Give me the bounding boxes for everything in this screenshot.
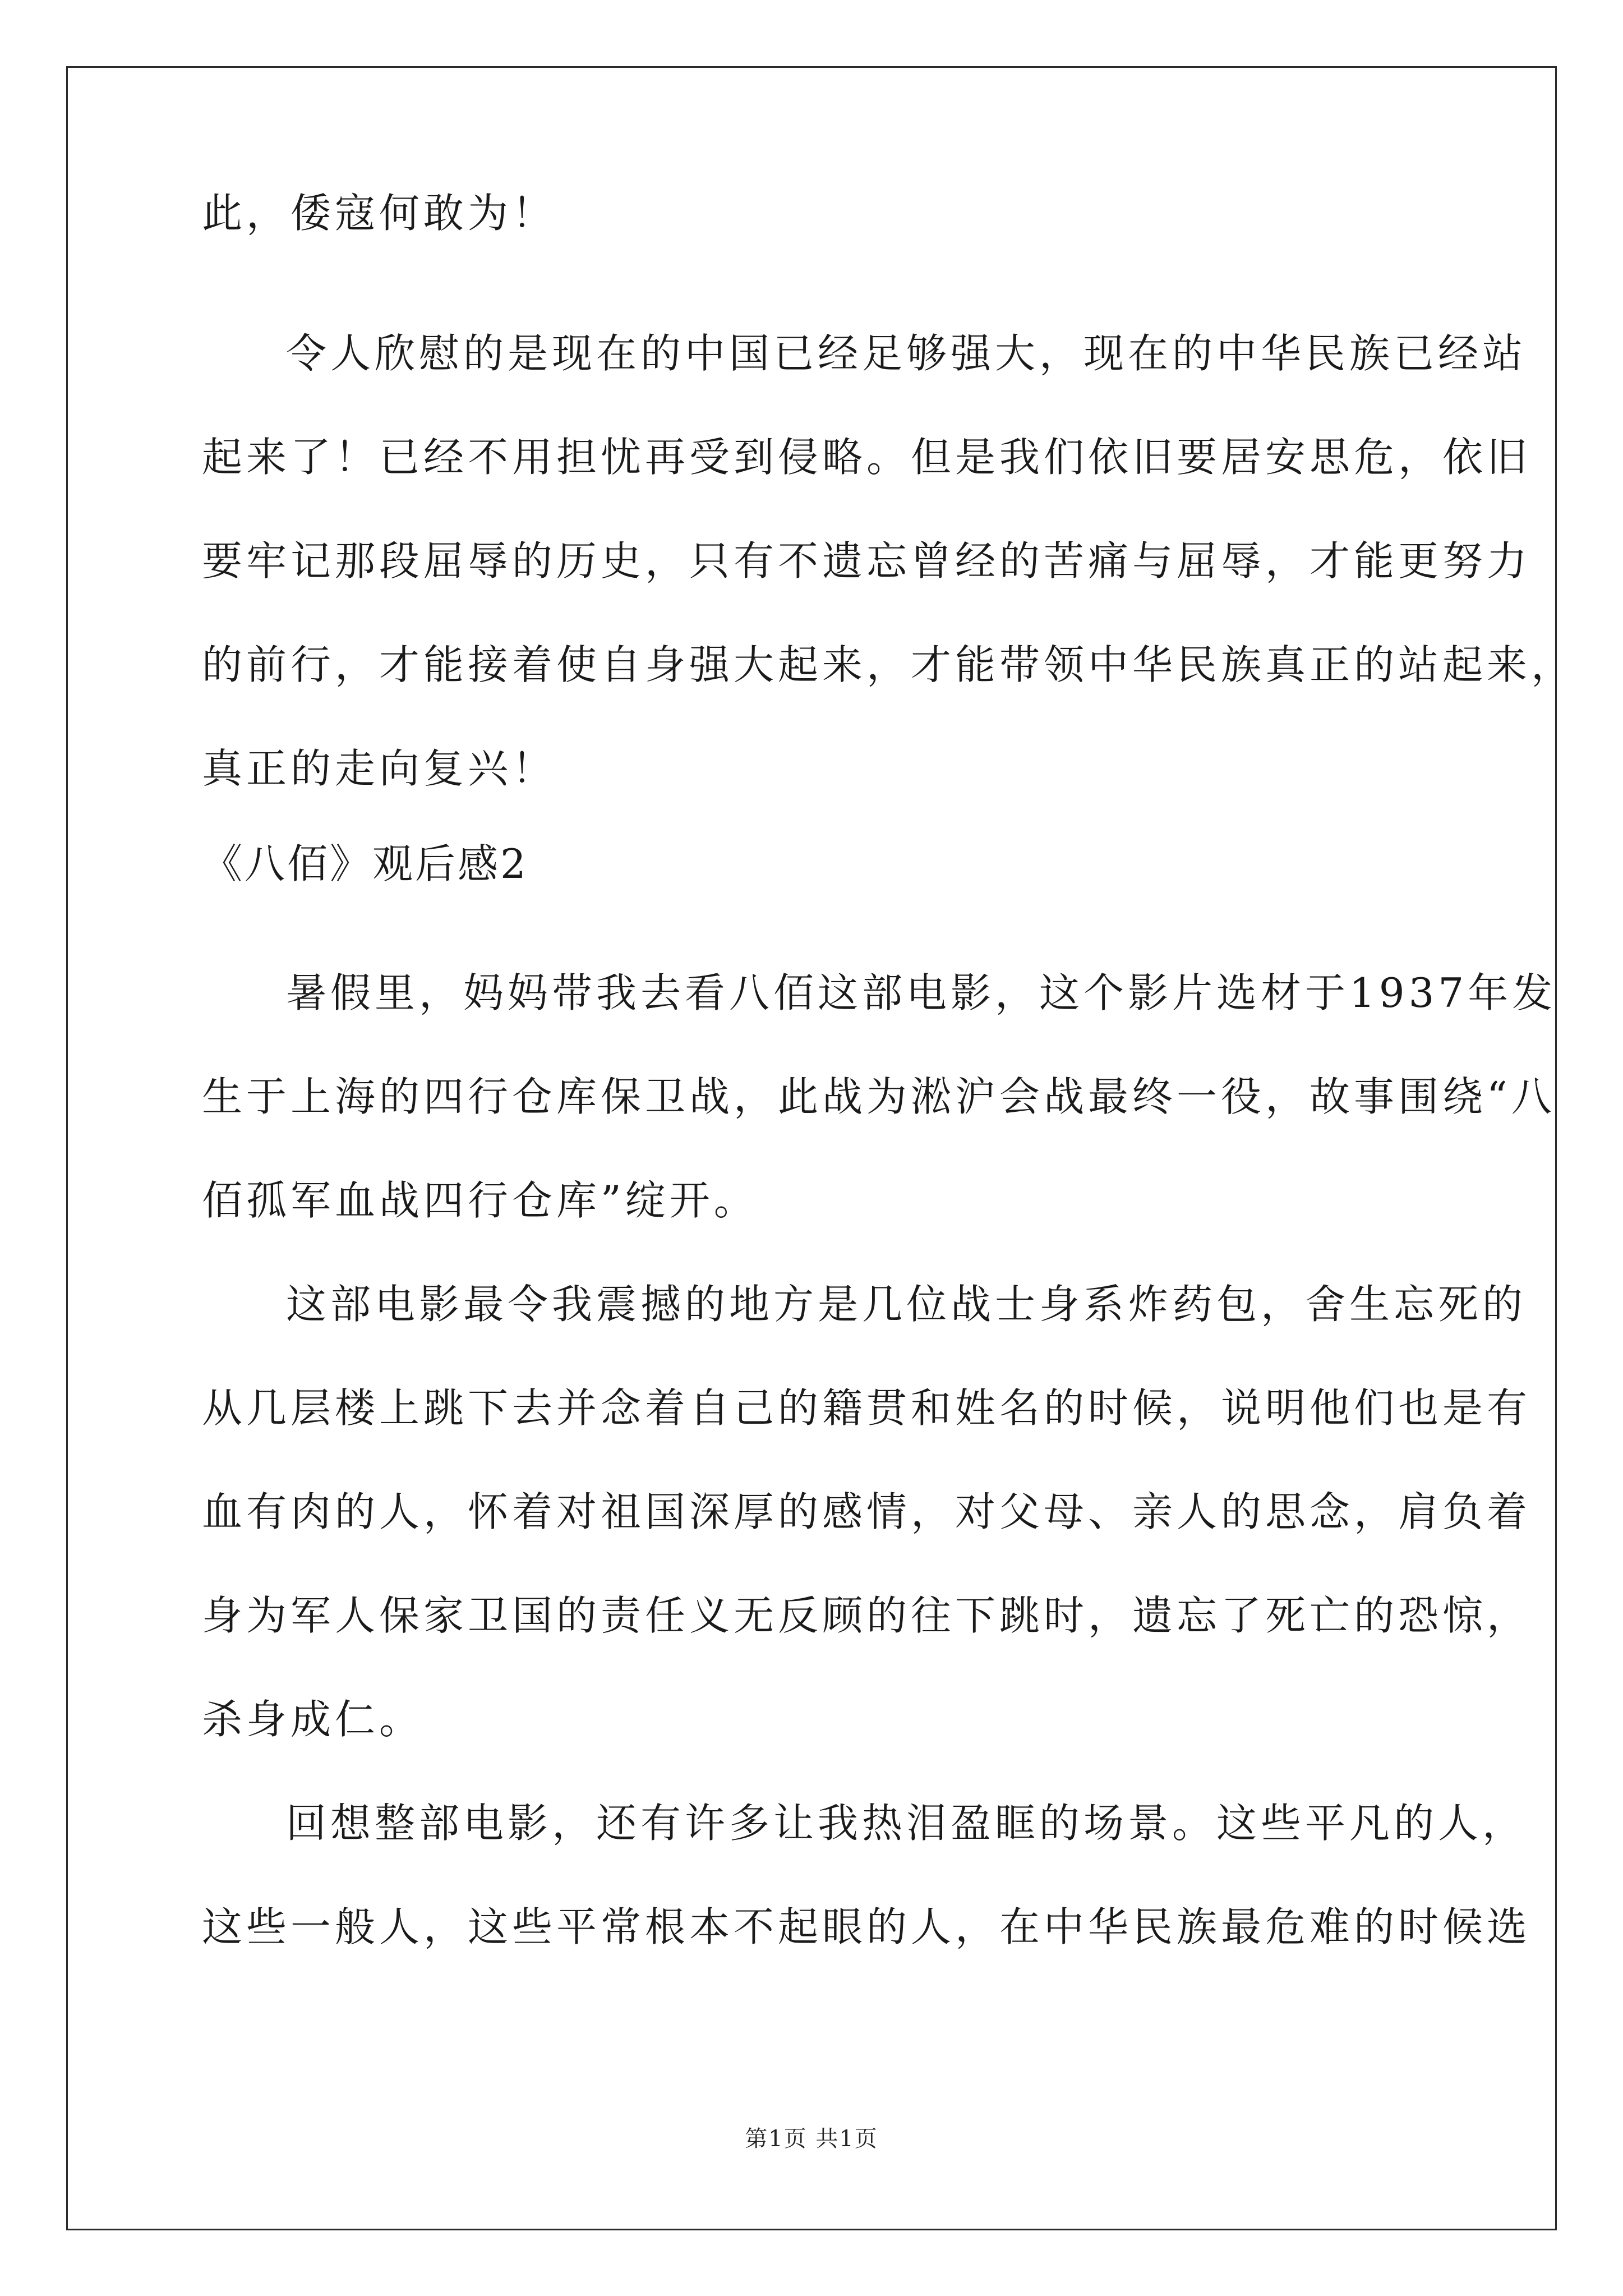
text-line: 身为军人保家卫国的责任义无反顾的往下跳时，遗忘了死亡的恐惊， xyxy=(202,1592,1532,1639)
text-line: 起来了！已经不用担忧再受到侵略。但是我们依旧要居安思危，依旧 xyxy=(202,434,1532,481)
text-line: 这些一般人，这些平常根本不起眼的人，在中华民族最危难的时候选 xyxy=(202,1903,1532,1950)
text-line: 杀身成仁。 xyxy=(202,1696,424,1743)
text-line: 要牢记那段屈辱的历史，只有不遗忘曾经的苦痛与屈辱，才能更努力 xyxy=(202,537,1532,585)
text-line: 此，倭寇何敢为！ xyxy=(202,190,557,237)
text-line: 从几层楼上跳下去并念着自己的籍贯和姓名的时候，说明他们也是有 xyxy=(202,1384,1532,1432)
text-line: 生于上海的四行仓库保卫战，此战为淞沪会战最终一役，故事围绕“八 xyxy=(202,1073,1556,1120)
paragraph-first-line: 回想整部电影，还有许多让我热泪盈眶的场景。这些平凡的人， xyxy=(286,1800,1527,1847)
paragraph-first-line: 令人欣慰的是现在的中国已经足够强大，现在的中华民族已经站 xyxy=(286,330,1527,377)
section-heading: 《八佰》观后感2 xyxy=(202,840,528,887)
page-footer: 第1页 共1页 xyxy=(745,2126,878,2152)
paragraph-first-line: 这部电影最令我震撼的地方是几位战士身系炸药包，舍生忘死的 xyxy=(286,1281,1527,1328)
text-line: 佰孤军血战四行仓库”绽开。 xyxy=(202,1177,758,1224)
text-line: 的前行，才能接着使自身强大起来，才能带领中华民族真正的站起来， xyxy=(202,641,1576,688)
text-line: 血有肉的人，怀着对祖国深厚的感情，对父母、亲人的思念，肩负着 xyxy=(202,1488,1532,1535)
paragraph-first-line: 暑假里，妈妈带我去看八佰这部电影，这个影片选材于1937年发 xyxy=(286,969,1557,1016)
text-line: 真正的走向复兴！ xyxy=(202,745,557,792)
